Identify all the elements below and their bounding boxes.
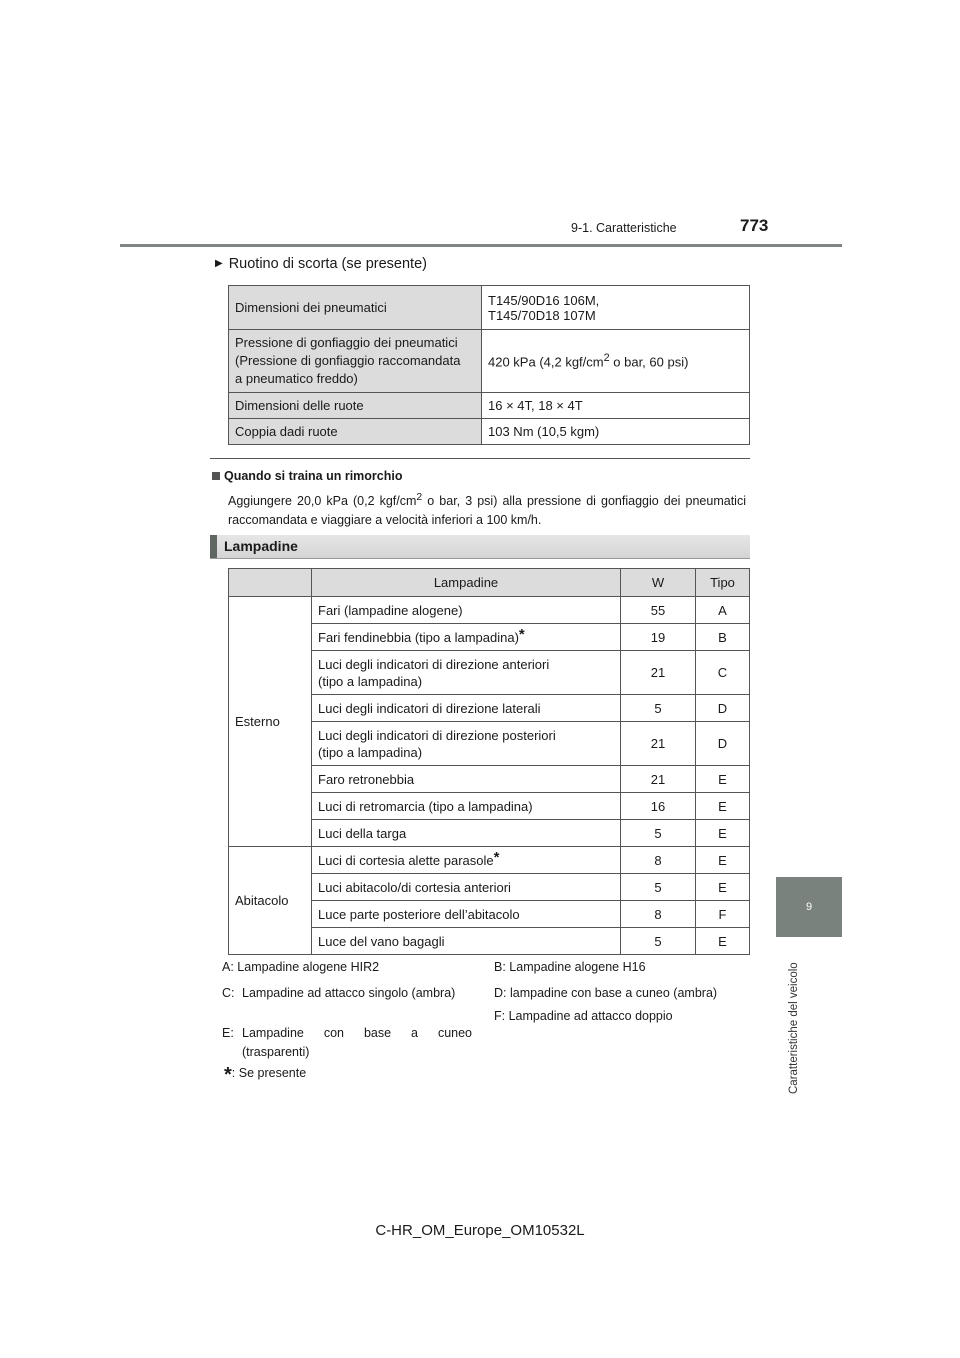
square-bullet-icon (212, 472, 220, 480)
header-rule (120, 244, 842, 247)
bulb-name: Luci degli indicatori di direzione anteriori (tipo a lampadina) (312, 651, 621, 695)
group-cell: Abitacolo (229, 847, 312, 955)
table-row (229, 393, 750, 419)
bulb-name: Luci degli indicatori di direzione laterali (312, 695, 621, 722)
bulb-watt: 16 (621, 793, 696, 820)
bulb-type: E (696, 928, 750, 955)
legend-item: D: lampadine con base a cuneo (ambra) (494, 986, 718, 1000)
bulb-name: Luci di cortesia alette parasole* (312, 847, 621, 874)
table-key: Dimensioni dei pneumatici (229, 286, 482, 330)
towing-text: Aggiungere 20,0 kPa (0,2 kgf/$cm^2$ o bar, 3 psi) alla pressione di gonfiaggio dei pneumatici raccomandata e viaggiare a velocità inferiori a 100 km/h. (228, 492, 746, 528)
column-header: W (621, 569, 696, 597)
bulb-watt: 21 (621, 722, 696, 766)
footnote: *: Se presente (224, 1064, 307, 1086)
table-value: T145/90D16 106M, T145/70D18 107M (482, 286, 750, 330)
table-row (229, 597, 750, 624)
bulb-type: C (696, 651, 750, 695)
spare-wheel-heading: ▶ Ruotino di scorta (se presente) (215, 256, 427, 272)
table-row (229, 330, 750, 393)
table-key: Pressione di gonfiaggio dei pneumatici (Pressione di gonfiaggio raccomandata a pneumatico freddo) (229, 330, 482, 393)
bulb-watt: 5 (621, 928, 696, 955)
table-header-row (229, 569, 750, 597)
bulb-watt: 21 (621, 766, 696, 793)
bulb-watt: 55 (621, 597, 696, 624)
bulb-watt: 8 (621, 901, 696, 928)
bulb-name: Luci degli indicatori di direzione posteriori (tipo a lampadina) (312, 722, 621, 766)
bulb-type: E (696, 793, 750, 820)
bulb-watt: 5 (621, 874, 696, 901)
bulb-watt: 5 (621, 820, 696, 847)
bulb-type: E (696, 847, 750, 874)
bulb-type: E (696, 766, 750, 793)
bulb-type: E (696, 820, 750, 847)
bulb-name: Faro retronebbia (312, 766, 621, 793)
bulb-type: B (696, 624, 750, 651)
towing-heading: Quando si traina un rimorchio (212, 469, 403, 483)
legend-item: B: Lampadine alogene H16 (494, 960, 646, 974)
bulb-name: Luce parte posteriore dell’abitacolo (312, 901, 621, 928)
table-row (229, 286, 750, 330)
bulb-name: Luci di retromarcia (tipo a lampadina) (312, 793, 621, 820)
column-header: Lampadine (312, 569, 621, 597)
spare-wheel-table (228, 285, 750, 445)
legend-item: A: Lampadine alogene HIR2 (222, 960, 380, 974)
footnote-star: * (224, 1064, 232, 1086)
bulb-type: D (696, 722, 750, 766)
bulb-name: Luci abitacolo/di cortesia anteriori (312, 874, 621, 901)
chapter-side-label: Caratteristiche del veicolo (788, 962, 800, 1094)
table-row (229, 847, 750, 874)
footnote-star: * (493, 848, 500, 866)
bulb-name: Luci della targa (312, 820, 621, 847)
bulb-name: Fari fendinebbia (tipo a lampadina)* (312, 624, 621, 651)
section-bar (210, 535, 750, 559)
legend-item: C: Lampadine ad attacco singolo (ambra) (222, 986, 456, 1000)
section-accent (210, 535, 217, 558)
document-code: C-HR_OM_Europe_OM10532L (375, 1222, 585, 1239)
table-value: 103 Nm (10,5 kgm) (482, 419, 750, 445)
section-heading: Lampadine (224, 538, 298, 554)
bulb-watt: 5 (621, 695, 696, 722)
footnote-star: * (518, 625, 525, 643)
legend-item: F: Lampadine ad attacco doppio (494, 1009, 673, 1023)
bulbs-table (228, 568, 750, 955)
bulb-type: F (696, 901, 750, 928)
page-number: 773 (740, 216, 769, 235)
separator-rule (210, 458, 750, 459)
legend-item: E: Lampadine con base a cuneo (trasparenti) (222, 1026, 472, 1059)
bulb-type: A (696, 597, 750, 624)
group-cell: Esterno (229, 597, 312, 847)
bulb-type: D (696, 695, 750, 722)
table-key: Dimensioni delle ruote (229, 393, 482, 419)
chapter-tab[interactable]: 9 (776, 877, 842, 937)
table-value: 16 × 4T, 18 × 4T (482, 393, 750, 419)
triangle-bullet-icon: ▶ (215, 258, 223, 269)
bulb-watt: 8 (621, 847, 696, 874)
bulb-watt: 21 (621, 651, 696, 695)
column-header: Tipo (696, 569, 750, 597)
bulb-name: Fari (lampadine alogene) (312, 597, 621, 624)
table-key: Coppia dadi ruote (229, 419, 482, 445)
bulb-watt: 19 (621, 624, 696, 651)
bulb-type: E (696, 874, 750, 901)
bulb-name: Luce del vano bagagli (312, 928, 621, 955)
column-header (229, 569, 312, 597)
table-value: 420 kPa (4,2 kgf/$cm^2$ o bar, 60 psi) (482, 330, 750, 393)
section-title: 9-1. Caratteristiche (571, 221, 677, 235)
table-row (229, 419, 750, 445)
